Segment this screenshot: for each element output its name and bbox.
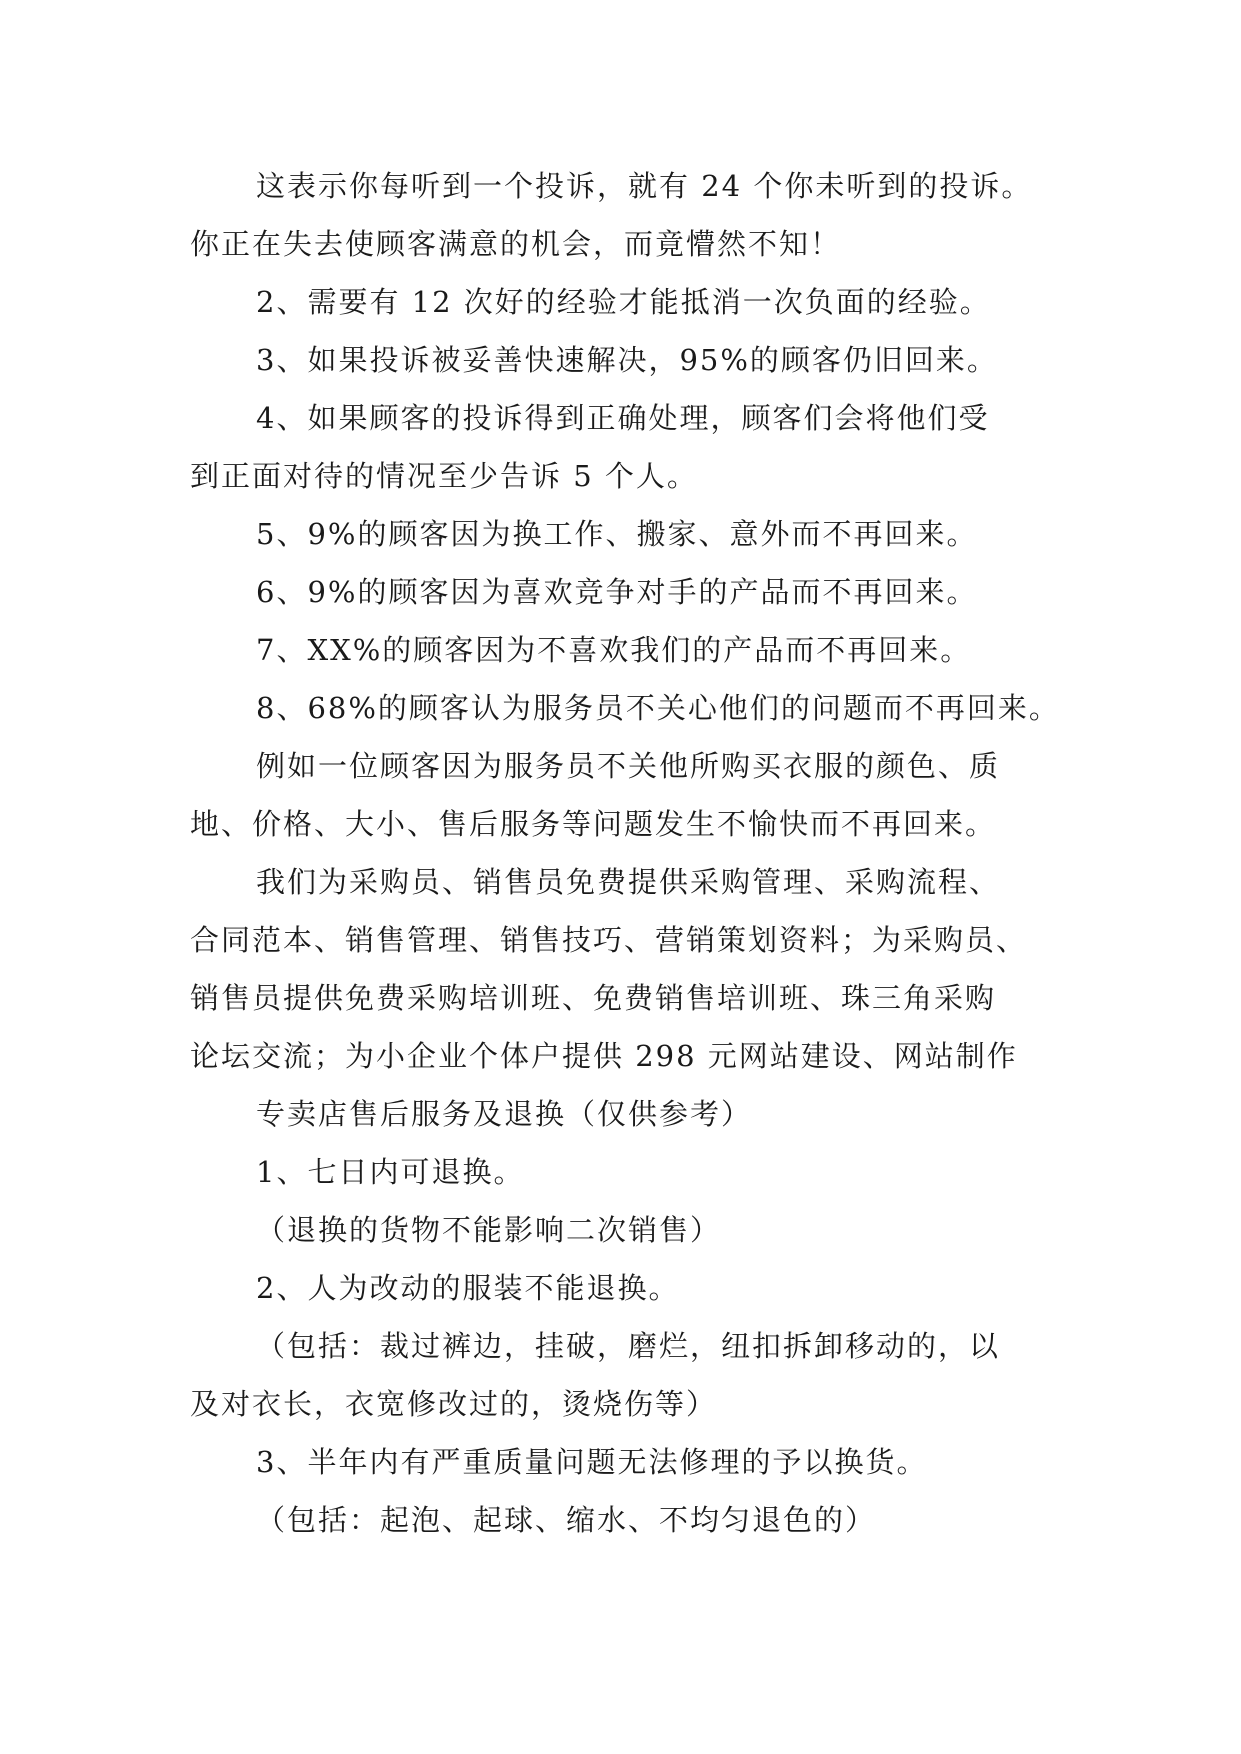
text-line: 6、9%的顾客因为喜欢竞争对手的产品而不再回来。 — [256, 575, 978, 609]
text-line: 4、如果顾客的投诉得到正确处理，顾客们会将他们受 — [256, 401, 990, 435]
text-line: 合同范本、销售管理、销售技巧、营销策划资料；为采购员、 — [190, 923, 1028, 957]
text-line: 我们为采购员、销售员免费提供采购管理、采购流程、 — [256, 865, 1001, 899]
text-line: 你正在失去使顾客满意的机会，而竟懵然不知！ — [190, 227, 842, 261]
text-line: 这表示你每听到一个投诉，就有 24 个你未听到的投诉。 — [256, 169, 1033, 203]
text-line: 2、需要有 12 次好的经验才能抵消一次负面的经验。 — [256, 285, 991, 319]
text-line: 3、如果投诉被妥善快速解决，95%的顾客仍旧回来。 — [256, 343, 998, 377]
text-line: 及对衣长，衣宽修改过的，烫烧伤等） — [190, 1387, 718, 1421]
text-line: 专卖店售后服务及退换（仅供参考） — [256, 1097, 753, 1131]
text-line: 论坛交流；为小企业个体户提供 298 元网站建设、网站制作 — [190, 1039, 1018, 1073]
text-line: 7、XX%的顾客因为不喜欢我们的产品而不再回来。 — [256, 633, 972, 667]
document-body — [190, 157, 1070, 1549]
text-line: 例如一位顾客因为服务员不关他所购买衣服的颜色、质 — [256, 749, 1001, 783]
text-line: 1、七日内可退换。 — [256, 1155, 525, 1189]
text-line: 3、半年内有严重质量问题无法修理的予以换货。 — [256, 1445, 928, 1479]
text-line: 销售员提供免费采购培训班、免费销售培训班、珠三角采购 — [190, 981, 997, 1015]
text-line: （包括：起泡、起球、缩水、不均匀退色的） — [256, 1503, 877, 1537]
text-line: （退换的货物不能影响二次销售） — [256, 1213, 722, 1247]
text-line: 2、人为改动的服装不能退换。 — [256, 1271, 680, 1305]
text-line: 5、9%的顾客因为换工作、搬家、意外而不再回来。 — [256, 517, 978, 551]
text-line: （包括：裁过裤边，挂破，磨烂，纽扣拆卸移动的，以 — [256, 1329, 1001, 1363]
text-line: 8、68%的顾客认为服务员不关心他们的问题而不再回来。 — [256, 691, 1060, 725]
text-line: 到正面对待的情况至少告诉 5 个人。 — [190, 459, 698, 493]
text-line: 地、价格、大小、售后服务等问题发生不愉快而不再回来。 — [190, 807, 997, 841]
